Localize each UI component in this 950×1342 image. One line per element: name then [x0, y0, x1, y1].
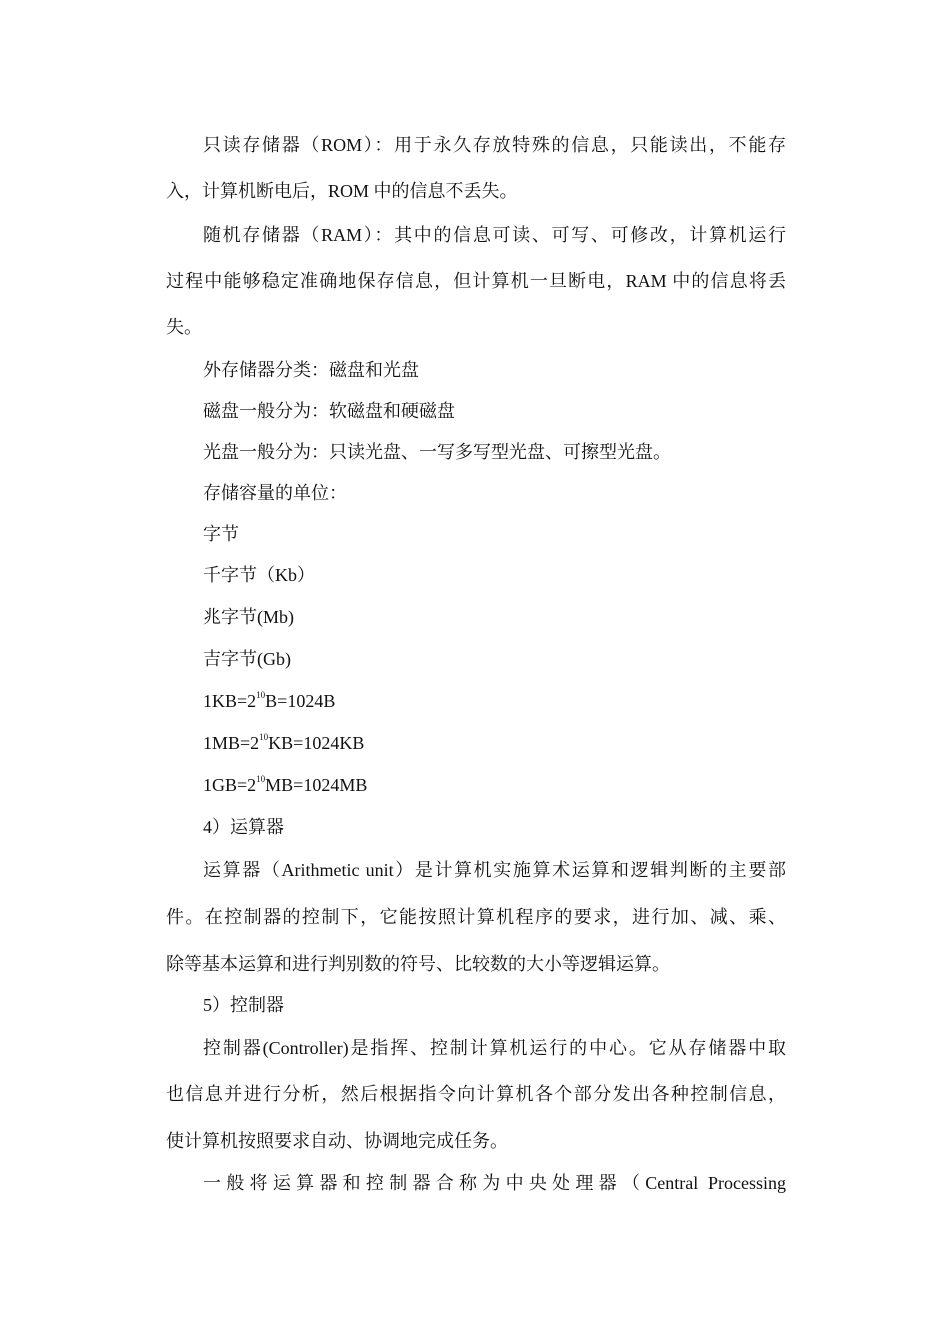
- controller-paragraph-line-2: 也信息并进行分析，然后根据指令向计算机各个部分发出各种控制信息，: [166, 1084, 786, 1104]
- unit-item: 兆字节(Mb): [203, 607, 294, 627]
- alu-paragraph-line-1: 运算器（Arithmetic unit）是计算机实施算术运算和逻辑判断的主要部: [203, 860, 786, 880]
- unit-item: 千字节（Kb）: [203, 565, 315, 585]
- ram-paragraph-line-1: 随机存储器（RAM）：其中的信息可读、可写、可修改，计算机运行: [203, 225, 786, 245]
- optical-types-text: 光盘一般分为：只读光盘、一写多写型光盘、可擦型光盘。: [203, 442, 671, 462]
- conversion-kb: $1KB=2^{10}B=1024B$: [203, 690, 336, 711]
- rom-paragraph-line-2: 入，计算机断电后，ROM 中的信息不丢失。: [166, 181, 518, 201]
- exponent: 10: [256, 774, 266, 784]
- ram-paragraph-line-3: 失。: [166, 317, 202, 337]
- alu-heading: 4）运算器: [203, 817, 284, 837]
- exponent: 10: [256, 690, 266, 700]
- alu-paragraph-line-3: 除等基本运算和进行判别数的符号、比较数的大小等逻辑运算。: [166, 954, 670, 974]
- exponent: 10: [259, 732, 269, 742]
- unit-item: 字节: [203, 524, 239, 544]
- external-storage-text: 外存储器分类：磁盘和光盘: [203, 360, 419, 380]
- units-heading: 存储容量的单位：: [203, 483, 347, 503]
- controller-heading: 5）控制器: [203, 995, 284, 1015]
- disk-types-text: 磁盘一般分为：软磁盘和硬磁盘: [203, 401, 455, 421]
- controller-paragraph-line-3: 使计算机按照要求自动、协调地完成任务。: [166, 1131, 508, 1151]
- conversion-mb: $1MB=2^{10}KB=1024KB$: [203, 732, 365, 753]
- alu-paragraph-line-2: 件。在控制器的控制下，它能按照计算机程序的要求，进行加、减、乘、: [166, 907, 786, 927]
- ram-paragraph-line-2: 过程中能够稳定准确地保存信息，但计算机一旦断电，RAM 中的信息将丢: [166, 271, 786, 291]
- cpu-paragraph-line-1: 一般将运算器和控制器合称为中央处理器（Central Processing: [203, 1173, 786, 1193]
- unit-item: 吉字节(Gb): [203, 649, 291, 669]
- rom-paragraph-line-1: 只读存储器（ROM）：用于永久存放特殊的信息，只能读出，不能存: [203, 135, 786, 155]
- controller-paragraph-line-1: 控制器(Controller)是指挥、控制计算机运行的中心。它从存储器中取: [203, 1038, 786, 1058]
- conversion-gb: $1GB=2^{10}MB=1024MB$: [203, 774, 368, 795]
